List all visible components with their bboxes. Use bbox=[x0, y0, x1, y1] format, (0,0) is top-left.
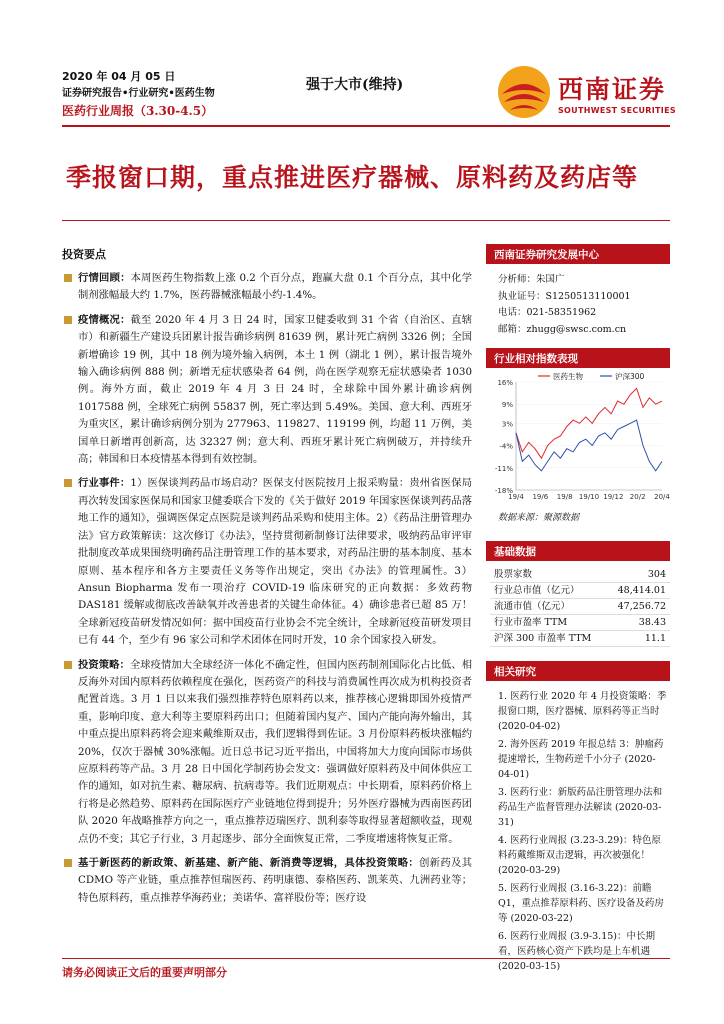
chart-title-bar: 行业相对指数表现 bbox=[486, 348, 670, 368]
bullet-square-icon bbox=[64, 274, 72, 282]
analyst-info-line: 分析师：朱国广 bbox=[498, 274, 565, 285]
basic-data-value: 304 bbox=[607, 567, 670, 583]
related-research-item[interactable]: 2. 海外医药 2019 年报总结 3：肿瘤药提速增长，生物药逆千小分子 (2020-04-01) bbox=[498, 739, 664, 780]
weekly-label: 医药行业周报（3.30-4.5） bbox=[62, 104, 214, 118]
report-type: 证券研究报告•行业研究•医药生物 bbox=[62, 88, 215, 99]
basic-data-value: 47,256.72 bbox=[607, 599, 670, 615]
x-tick-label: 19/4 bbox=[508, 493, 524, 501]
y-tick-label: -11% bbox=[494, 464, 513, 473]
y-tick-label: -4% bbox=[499, 442, 513, 451]
title-divider bbox=[62, 220, 670, 221]
related-research-item[interactable]: 3. 医药行业：新版药品注册管理办法和药品生产监督管理办法解读 (2020-03-31) bbox=[498, 787, 663, 828]
summary-item bbox=[62, 475, 472, 649]
relative-index-chart bbox=[486, 368, 670, 508]
analyst-info-line: 电话：021-58351962 bbox=[498, 307, 597, 318]
summary-item-label: 疫情概况： bbox=[78, 313, 131, 326]
basic-data-table bbox=[490, 567, 670, 647]
footer-divider bbox=[62, 958, 670, 959]
summary-item-label: 基于新医药的新政策、新基建、新产能、新消费等逻辑，具体投资策略： bbox=[78, 857, 420, 869]
summary-item-text: 本周医药生物指数上涨 0.2 个百分点，跑赢大盘 0.1 个百分点，其中化学制剂涨幅最大约 1.7%，医药器械涨幅最小约-1.4%。 bbox=[78, 272, 473, 302]
summary-item-text: 1）医保谈判药品市场启动？医保支付医院按月上报采购量：贵州省医保局再次转发国家医保局和国家卫健委联合下发的《关于做好 2019 年国家医保谈判药品落地工作的通知》，强调医保定点医院是谈判药品采购和使用主体。2）《药品注册管理办法》官方政策解读：这次修订《办法》，坚持贯彻新制修订法律要求，吸纳药品审评审批制度改革成果围绕明确药品注册管理工作的基本要求，对药品注册的基本制度、基本原则、基本程序和各方主要责任义务等作出规定，突出《办法》的管理属性。3）Ansun Biopharma 发布一项治疗 COVID-19 临床研究的正向数据：多效药物 DAS181 缓解或彻底改善缺氧并改善患者的关键生命体征。4）确诊患者已超 85 万！全球新冠疫苗研发情况如何：据中国疫苗行业协会不完全统计，全球新冠疫苗研发项目已有 44 个，至少有 96 家公司和学术团体在同时开发，10 余个国家投入研发。 bbox=[78, 477, 472, 647]
related-research-bar: 相关研究 bbox=[486, 661, 670, 681]
basic-data-bar: 基础数据 bbox=[486, 541, 670, 561]
analyst-info-line: 邮箱：zhugg@swsc.com.cn bbox=[498, 323, 627, 335]
report-date: 2020 年 04 月 05 日 bbox=[62, 70, 176, 83]
y-tick-label: 9% bbox=[501, 401, 513, 410]
analyst-info-line: 执业证号：S1250513110001 bbox=[498, 290, 631, 302]
logo-english-name: SOUTHWEST SECURITIES bbox=[558, 106, 676, 115]
basic-data-row bbox=[490, 599, 670, 615]
summary-item-label: 投资策略： bbox=[78, 658, 130, 671]
y-tick-label: 3% bbox=[501, 420, 513, 429]
x-tick-label: 20/4 bbox=[654, 493, 670, 501]
chart-svg bbox=[486, 368, 670, 508]
legend-label: 沪深300 bbox=[615, 372, 645, 381]
y-tick-label: 16% bbox=[497, 379, 513, 387]
basic-data-row bbox=[490, 567, 670, 583]
related-research-item[interactable]: 1. 医药行业 2020 年 4 月投资策略：季报窗口期，医疗器械、原料药等正当时 (2020-04-02) bbox=[498, 691, 667, 732]
basic-data-key: 沪深 300 市盈率 TTM bbox=[490, 631, 607, 647]
x-tick-label: 19/8 bbox=[556, 493, 573, 501]
sidebar bbox=[486, 244, 670, 977]
basic-data-key: 股票家数 bbox=[490, 567, 607, 583]
rating: 强于大市(维持) bbox=[306, 77, 404, 93]
report-title: 季报窗口期，重点推进医疗器械、原料药及药店等 bbox=[66, 163, 639, 192]
related-research-item[interactable]: 6. 医药行业周报 (3.9-3.15)：中长期看，医药核心资产下跌均是上车机遇 (2020-03-15) bbox=[498, 931, 655, 972]
basic-data-value: 11.1 bbox=[607, 631, 670, 647]
team-title-bar: 西南证券研究发展中心 bbox=[486, 244, 670, 264]
basic-data-row bbox=[490, 631, 670, 647]
logo-chinese-name: 西南证券 bbox=[558, 75, 667, 104]
bullet-square-icon bbox=[64, 479, 72, 487]
bullet-square-icon bbox=[64, 859, 72, 867]
basic-data-value: 38.43 bbox=[607, 615, 670, 631]
summary-heading: 投资要点 bbox=[62, 248, 106, 261]
chart-source: 数据来源：聚源数据 bbox=[498, 513, 580, 523]
related-research-item[interactable]: 4. 医药行业周报 (3.23-3.29)：特色原料药戴维斯双击逻辑，再次被强化！ (2020-03-29) bbox=[498, 835, 662, 876]
summary-item-text: 创新药及其 CDMO 等产业链，重点推荐恒瑞医药、药明康德、泰格医药、凯莱英、九洲药业等；特色原料药，重点推荐华海药业；美诺华、富祥股份等；医疗设 bbox=[78, 857, 473, 904]
basic-data-row bbox=[490, 583, 670, 599]
summary-item bbox=[62, 855, 472, 907]
legend-label: 医药生物 bbox=[553, 372, 583, 381]
bullet-square-icon bbox=[64, 316, 72, 324]
basic-data-value: 48,414.01 bbox=[607, 583, 670, 599]
brand-logo bbox=[496, 62, 676, 122]
basic-data-key: 流通市值（亿元） bbox=[490, 599, 607, 615]
basic-data-key: 行业总市值（亿元） bbox=[490, 583, 607, 599]
x-tick-label: 19/6 bbox=[532, 493, 549, 501]
summary-item-label: 行业事件： bbox=[78, 477, 131, 490]
basic-data-row bbox=[490, 615, 670, 631]
x-tick-label: 19/12 bbox=[603, 493, 624, 501]
x-tick-label: 20/2 bbox=[629, 493, 646, 501]
investment-summary bbox=[62, 246, 472, 914]
y-tick-label: -18% bbox=[494, 487, 513, 495]
basic-data-key: 行业市盈率 TTM bbox=[490, 615, 607, 631]
x-tick-label: 19/10 bbox=[578, 493, 600, 501]
related-research-item[interactable]: 5. 医药行业周报 (3.16-3.22)：前瞻 Q1，重点推荐原料药、医疗设备及药房等 (2020-03-22) bbox=[498, 883, 664, 924]
summary-item-label: 行情回顾： bbox=[78, 272, 131, 284]
footer-disclaimer: 请务必阅读正文后的重要声明部分 bbox=[62, 966, 227, 979]
summary-item bbox=[62, 270, 472, 305]
summary-item-text: 全球疫情加大全球经济一体化不确定性，但国内医药制剂国际化占比低、相反海外对国内原料药依赖程度在强化，医药资产的科技与消费属性再次成为机构投资者配置首选。3 月 1 日以来我们强烈推荐特色原料药以来，推荐核心逻辑即国外疫情严重，影响印度、意大利等主要原料药出口；但随着国内复产、国内产能向海外输出，其中重点提出原料药将会迎来戴维斯双击，我们逻辑得到佐证。3 月份原料药板块涨幅约 20%，仅次于器械 30%涨幅。近日总书记习近平指出，中国将加大力度向国际市场供应原料药等产品。3 月 28 日中国化学制药协会发文：强调做好原料药及中间体供应工作的通知，如对抗生素、糖尿病、抗病毒等。我们近期观点：中长期看，原料药价格上行将是必然趋势、原料药在国际医疗产业链地位得到提升；另外医疗器械为西南医药团队 2020 年战略推荐方向之一，重点推荐迈瑞医疗、凯利泰等取得显著超额收益，现观点仍不变；其它子行业，3 月起逐步、部分全面恢复正常，二季度增速将恢复正常。 bbox=[78, 658, 473, 845]
bullet-square-icon bbox=[64, 661, 72, 669]
header-divider bbox=[62, 125, 670, 127]
summary-item bbox=[62, 312, 472, 469]
logo-emblem-icon bbox=[496, 64, 552, 120]
summary-item bbox=[62, 657, 472, 848]
summary-item-text: 截至 2020 年 4 月 3 日 24 时，国家卫健委收到 31 个省（自治区、直辖市）和新疆生产建设兵团累计报告确诊病例 81639 例，累计死亡病例 3326 例；全国新增确诊 19 例，其中 18 例为境外输入病例，本土 1 例（湖北 1 例），累计报告境外输入确诊病例 888 例；新增无症状感染者 64 例，尚在医学观察无症状感染者 1030 例。海外方面，截止 2019 年 4 月 3 日 24 时，全球除中国外累计确诊病例 1017588 例，全球死亡病例 55837 例，死亡率达到 5.49%。美国、意大利、西班牙为重灾区，累计确诊病例分别为 277963、119827、119199 例，均超 11 万例，美国单日新增再创新高，达 32327 例；意大利、西班牙累计死亡病例破万，并持续升高；韩国和日本疫情基本得到有效控制。 bbox=[78, 313, 473, 466]
